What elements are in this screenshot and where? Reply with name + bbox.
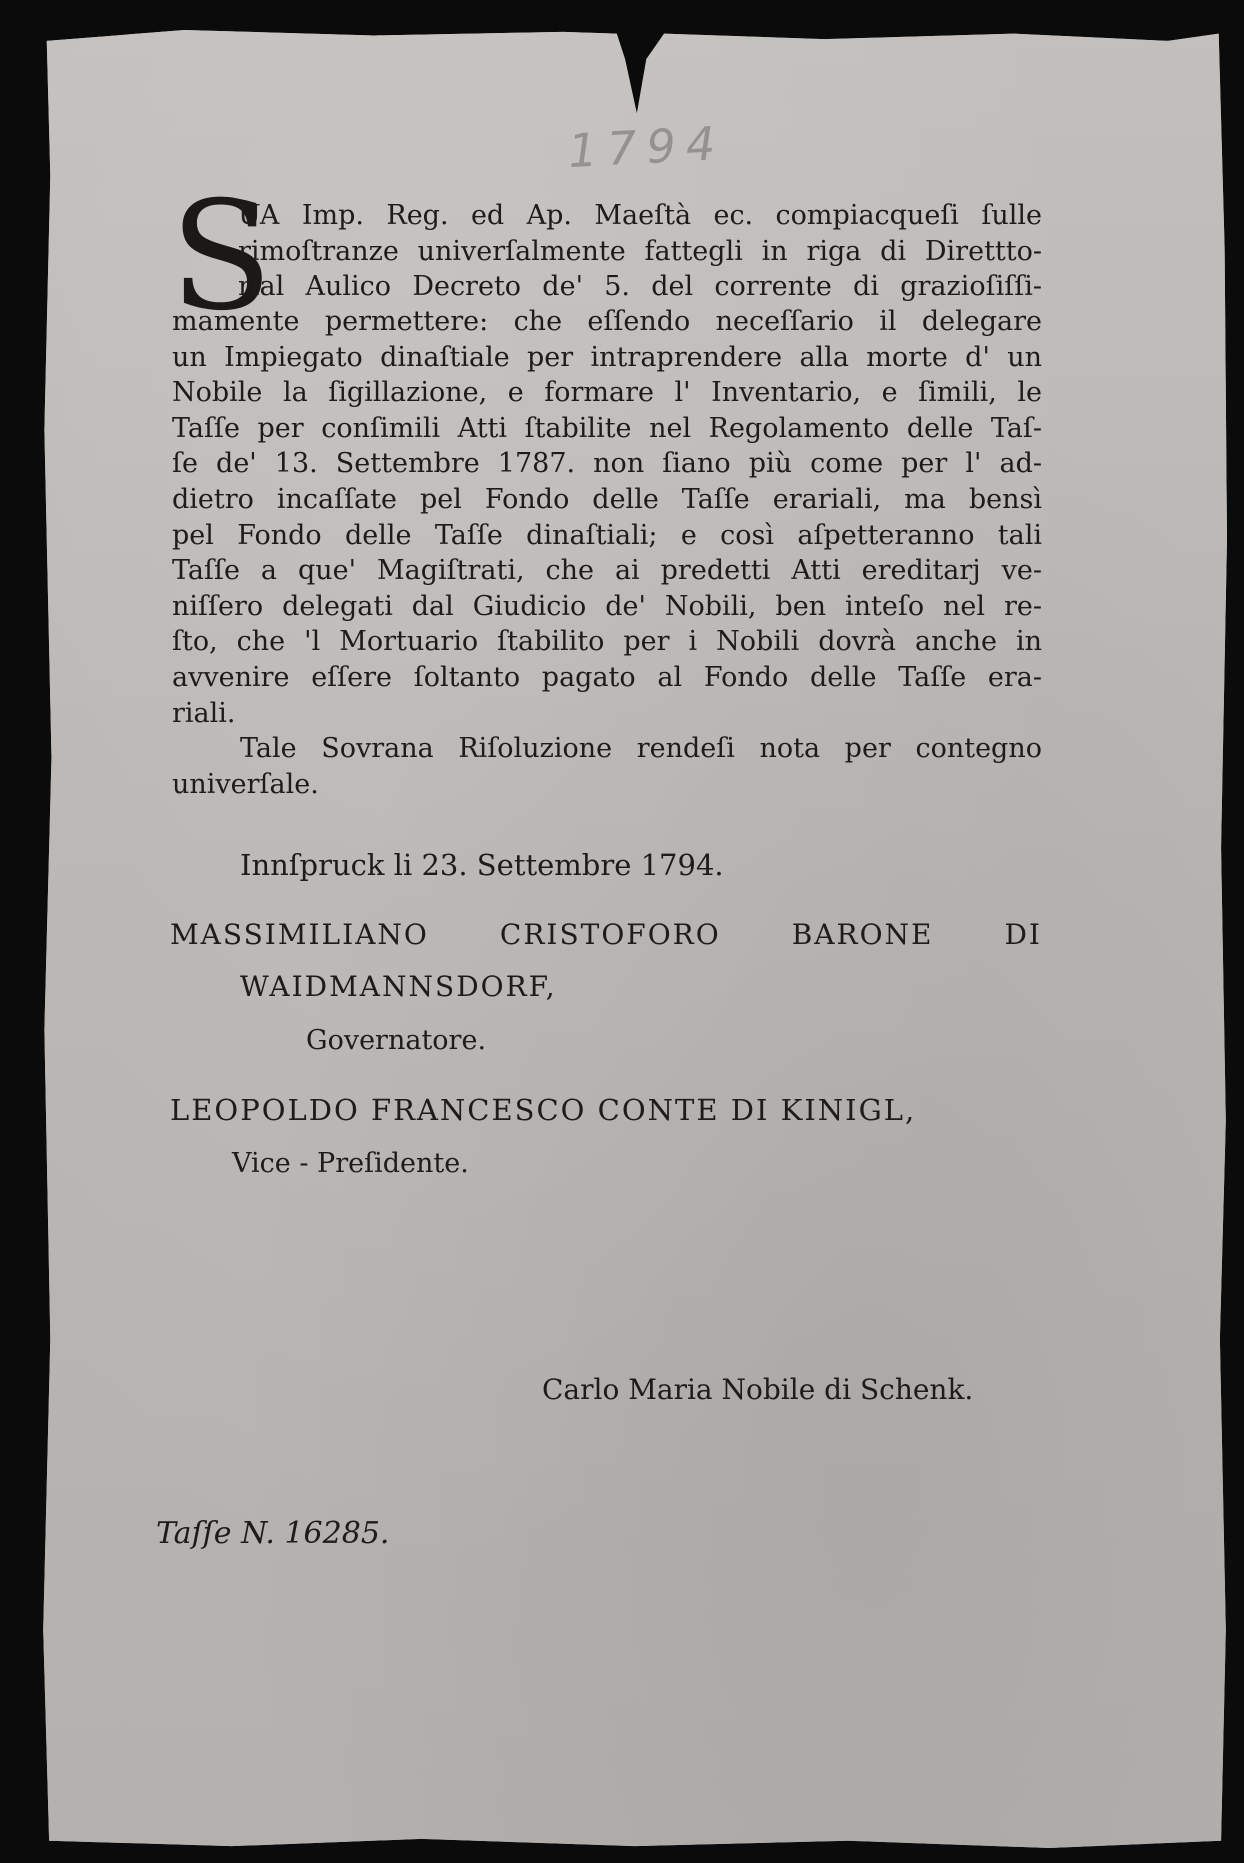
signatory-1-name: MASSIMILIANO CRISTOFORO BARONE DI xyxy=(170,918,1042,951)
text-line: ſe de' 13. Settembre 1787. non ſiano più come per l' ad- xyxy=(172,448,1042,480)
signatory-1-name-cont: WAIDMANNSDORF, xyxy=(240,970,557,1003)
tax-number: Taſſe N. 16285. xyxy=(156,1516,390,1551)
text-line: ſto, che 'l Mortuario ſtabilito per i Nobili dovrà anche in xyxy=(172,626,1042,658)
text-line: Taſſe per conſimili Atti ſtabilite nel Regolamento delle Taſ- xyxy=(172,412,1042,444)
text-line: pel Fondo delle Taſſe dinaſtiali; e così aſpetteranno tali xyxy=(172,519,1042,551)
text-line: Tale Sovrana Riſoluzione rendeſi nota per contegno xyxy=(240,733,1042,765)
text-line: avvenire eſſere ſoltanto pagato al Fondo delle Taſſe era- xyxy=(172,661,1042,693)
text-line: mamente permettere: che eſſendo neceſſario il delegare xyxy=(172,306,1042,337)
text-line: rimoſtranze univerſalmente fattegli in riga di Direttto- xyxy=(238,235,1042,267)
signatory-1-role: Governatore. xyxy=(306,1025,487,1056)
paragraph-1-opening xyxy=(238,198,1042,305)
text-line: niſſero delegati dal Giudicio de' Nobili, ben inteſo nel re- xyxy=(172,590,1042,622)
dropcap: S xyxy=(170,170,273,344)
text-line: Taſſe a que' Magiſtrati, che ai predetti Atti ereditarj ve- xyxy=(172,555,1042,587)
text-line: un Impiegato dinaſtiale per intraprendere alla morte d' un xyxy=(172,341,1042,373)
text-line: UA Imp. Reg. ed Ap. Maeſtà ec. compiacqueſi ſulle xyxy=(238,200,1042,231)
pencil-annotation: 1794 xyxy=(566,115,727,179)
text-line: dietro incaſſate pel Fondo delle Taſſe erariali, ma bensì xyxy=(172,483,1042,515)
text-line: rial Aulico Decreto de' 5. del corrente di grazioſiſſi- xyxy=(238,271,1042,303)
signatory-2-role: Vice - Preſidente. xyxy=(232,1148,469,1179)
signatory-2-name: LEOPOLDO FRANCESCO CONTE DI KINIGL, xyxy=(170,1093,917,1127)
text-line: riali. xyxy=(172,697,236,729)
counter-signature: Carlo Maria Nobile di Schenk. xyxy=(542,1373,974,1406)
text-line: Nobile la ſigillazione, e formare l' Inventario, e ſimili, le xyxy=(172,377,1042,409)
place-date: Innſpruck li 23. Settembre 1794. xyxy=(240,848,724,882)
text-line: univerſale. xyxy=(172,768,319,800)
paragraph-1-body xyxy=(172,304,1042,802)
